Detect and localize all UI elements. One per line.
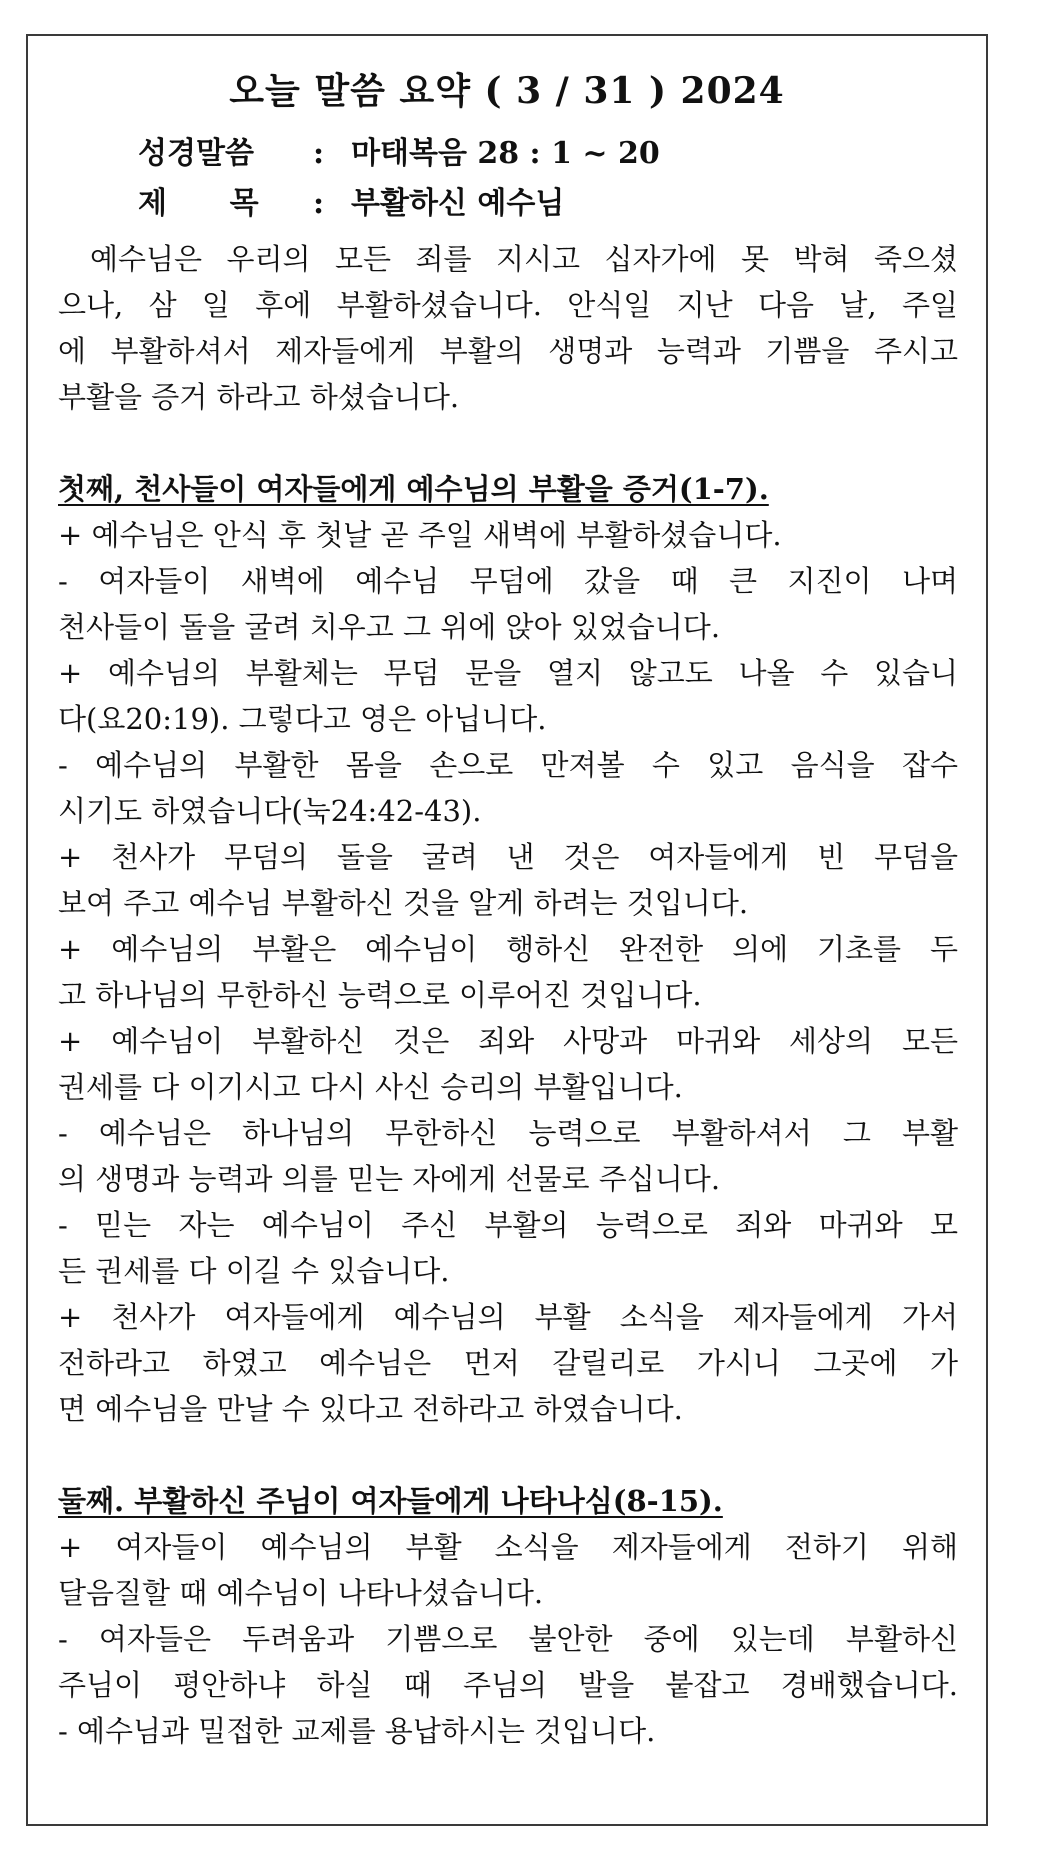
section-line: + 예수님의 부활체는 무덤 문을 열지 않고도 나올 수 있습니 bbox=[58, 656, 958, 690]
section-line: + 천사가 무덤의 돌을 굴려 낸 것은 여자들에게 빈 무덤을 bbox=[58, 840, 958, 874]
summary-body bbox=[58, 236, 958, 1754]
spacer bbox=[58, 420, 958, 466]
section-line: - 여자들은 두려움과 기쁨으로 불안한 중에 있는데 부활하신 bbox=[58, 1622, 958, 1656]
section-line: - 예수님은 하나님의 무한하신 능력으로 부활하셔서 그 부활 bbox=[58, 1116, 958, 1150]
page-frame bbox=[26, 34, 988, 1826]
section-line: 시기도 하였습니다(눅24:42-43). bbox=[58, 794, 482, 828]
scripture-value: 마태복음 28 : 1 ~ 20 bbox=[351, 136, 660, 171]
section-line: - 믿는 자는 예수님이 주신 부활의 능력으로 죄와 마귀와 모 bbox=[58, 1208, 958, 1242]
section-heading-second: 둘째. 부활하신 주님이 여자들에게 나타나심(8-15). bbox=[58, 1484, 723, 1518]
section-line: - 예수님과 밀접한 교제를 용납하시는 것입니다. bbox=[58, 1714, 656, 1748]
sermon-title-separator: : bbox=[313, 186, 325, 221]
intro-line: 에 부활하셔서 제자들에게 부활의 생명과 능력과 기쁨을 주시고 bbox=[58, 334, 958, 368]
section-line: 보여 주고 예수님 부활하신 것을 알게 하려는 것입니다. bbox=[58, 886, 749, 920]
sermon-title-value: 부활하신 예수님 bbox=[351, 186, 565, 221]
spacer bbox=[58, 1432, 958, 1478]
sermon-title bbox=[138, 186, 564, 222]
section-line: + 천사가 여자들에게 예수님의 부활 소식을 제자들에게 가서 bbox=[58, 1300, 958, 1334]
page-title: 오늘 말씀 요약 ( 3 / 31 ) 2024 bbox=[229, 70, 785, 112]
section-line: + 예수님의 부활은 예수님이 행하신 완전한 의에 기초를 두 bbox=[58, 932, 958, 966]
section-line: 전하라고 하였고 예수님은 먼저 갈릴리로 가시니 그곳에 가 bbox=[58, 1346, 958, 1380]
section-line: - 예수님의 부활한 몸을 손으로 만져볼 수 있고 음식을 잡수 bbox=[58, 748, 958, 782]
section-line: 다(요20:19). 그렇다고 영은 아닙니다. bbox=[58, 702, 547, 736]
scripture-label: 성경말씀 bbox=[138, 136, 254, 171]
section-line: + 여자들이 예수님의 부활 소식을 제자들에게 전하기 위해 bbox=[58, 1530, 958, 1564]
section-line: 달음질할 때 예수님이 나타나셨습니다. bbox=[58, 1576, 544, 1610]
section-line: - 여자들이 새벽에 예수님 무덤에 갔을 때 큰 지진이 나며 bbox=[58, 564, 958, 598]
scripture-reference bbox=[138, 136, 660, 172]
section-line: + 예수님은 안식 후 첫날 곧 주일 새벽에 부활하셨습니다. bbox=[58, 518, 782, 552]
scripture-separator: : bbox=[313, 136, 325, 171]
section-line: + 예수님이 부활하신 것은 죄와 사망과 마귀와 세상의 모든 bbox=[58, 1024, 958, 1058]
section-line: 든 권세를 다 이길 수 있습니다. bbox=[58, 1254, 450, 1288]
sermon-title-label: 제 목 bbox=[138, 186, 259, 221]
section-line: 면 예수님을 만날 수 있다고 전하라고 하였습니다. bbox=[58, 1392, 683, 1426]
intro-line: 예수님은 우리의 모든 죄를 지시고 십자가에 못 박혀 죽으셨 bbox=[90, 242, 958, 276]
section-line: 천사들이 돌을 굴려 치우고 그 위에 앉아 있었습니다. bbox=[58, 610, 721, 644]
section-heading-first: 첫째, 천사들이 여자들에게 예수님의 부활을 증거(1-7). bbox=[58, 472, 769, 506]
section-line: 의 생명과 능력과 의를 믿는 자에게 선물로 주십니다. bbox=[58, 1162, 721, 1196]
section-line: 고 하나님의 무한하신 능력으로 이루어진 것입니다. bbox=[58, 978, 702, 1012]
section-line: 주님이 평안하냐 하실 때 주님의 발을 붙잡고 경배했습니다. bbox=[58, 1668, 958, 1702]
intro-line: 으나, 삼 일 후에 부활하셨습니다. 안식일 지난 다음 날, 주일 bbox=[58, 288, 958, 322]
intro-line: 부활을 증거 하라고 하셨습니다. bbox=[58, 380, 460, 414]
section-line: 권세를 다 이기시고 다시 사신 승리의 부활입니다. bbox=[58, 1070, 683, 1104]
